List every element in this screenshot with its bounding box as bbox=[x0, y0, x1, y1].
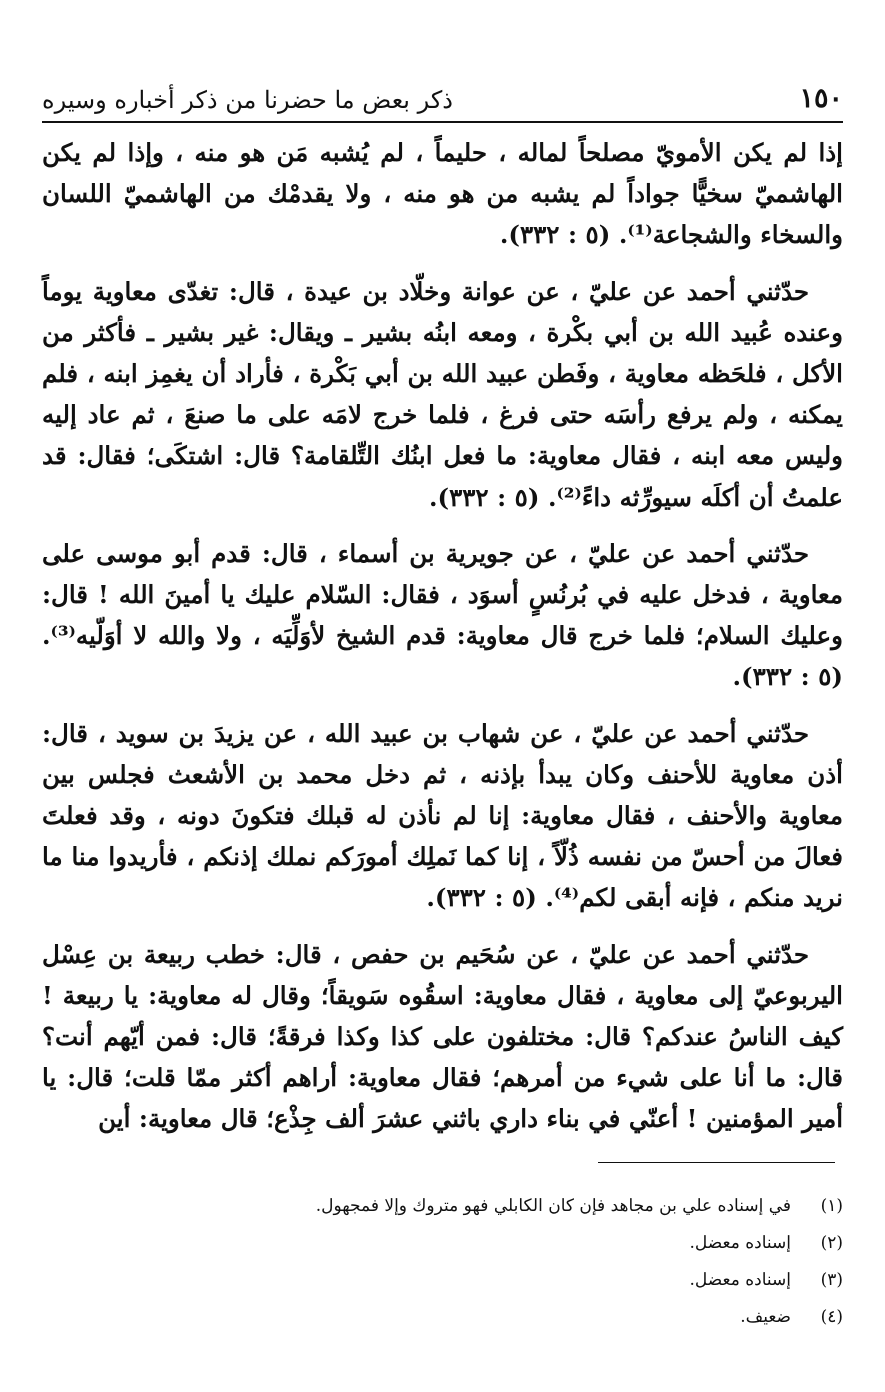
footnote-text: إسناده معضل. bbox=[689, 1270, 791, 1290]
header-divider bbox=[42, 121, 843, 123]
paragraph-3: حدّثني أحمد عن عليّ ، عن جويرية بن أسماء ، قال: قدم أبو موسى على معاوية ، فدخل عليه في بُرنُسٍ أسوَد ، فقال: السّلام عليك يا أمينَ الله ! قال: وعليك السلام؛ فلما خرج قال معاوية: قدم الشيخ لأوَلِّيَه ، ولا والله لا أوَلّيه⁽³⁾. (٥ : ٣٣٢). bbox=[42, 538, 843, 692]
paragraph-4: حدّثني أحمد عن عليّ ، عن شهاب بن عبيد الله ، عن يزيدَ بن سويد ، قال: أذن معاوية للأحنف وكان يبدأ بإذنه ، ثم دخل محمد بن الأشعث فجلس بين معاوية والأحنف ، فقال معاوية: إنا لم نأذن له قبلك فتكونَ دونه ، وقد فعلتَ فعالَ من أحسّ من نفسه ذُلّاً ، إنا كما نَملِك أمورَكم نملك إذنكم ، فأريدوا منا ما نريد منكم ، فإنه أبقى لكم⁽⁴⁾. (٥ : ٣٣٢). bbox=[42, 718, 843, 913]
footnote-marker: (١) bbox=[820, 1196, 843, 1216]
footnote-marker: (٣) bbox=[820, 1270, 843, 1290]
paragraph-2: حدّثني أحمد عن عليّ ، عن عوانة وخلّاد بن عيدة ، قال: تغدّى معاوية يوماً وعنده عُبيد الله بن أبي بكْرة ، ومعه ابنُه بشير ـ ويقال: غير بشير ـ فأكثر من الأكل ، فلحَظه معاوية ، وفَطن عبيد الله بن أبي بَكْرة ، فأراد أن يغمِز ابنه ، فلم يمكنه ، ولم يرفع رأسَه حتى فرغ ، فلما خرج لامَه على ما صنعَ ، ثم عاد إليه وليس معه ابنه ، فقال معاوية: ما فعل ابنُك التِّلقامة؟ قال: اشتكَى؛ فقال: قد علمتُ أن أكلَه سيورِّثه داءً⁽²⁾. (٥ : ٣٣٢). bbox=[42, 276, 843, 512]
footnote-marker: (٢) bbox=[820, 1233, 843, 1253]
footnote-text: ضعيف. bbox=[740, 1307, 791, 1327]
paragraph-5: حدّثني أحمد عن عليّ ، عن سُحَيم بن حفص ، قال: خطب ربيعة بن عِسْل اليربوعيّ إلى معاوية ، فقال معاوية: اسقُوه سَويقاً؛ وقال له معاوية: يا ربيعة ! كيف الناسُ عندكم؟ قال: مختلفون على كذا وكذا فرقةً؛ قال: فمن أيّهم أنت؟ قال: ما أنا على شيء من أمرهم؛ فقال معاوية: أراهم أكثر ممّا قلت؛ قال: يا أمير المؤمنين ! أعنّي في بناء داري باثني عشرَ ألف جِذْع؛ قال معاوية: أين bbox=[42, 939, 843, 1134]
footnote-4 bbox=[42, 1299, 843, 1336]
footnote-2 bbox=[42, 1225, 843, 1262]
footnote-text: إسناده معضل. bbox=[689, 1233, 791, 1253]
footnotes bbox=[42, 1188, 843, 1336]
page-header bbox=[42, 80, 843, 114]
footnote-text: في إسناده علي بن مجاهد فإن كان الكابلي فهو متروك وإلا فمجهول. bbox=[315, 1196, 791, 1216]
running-title: ذكر بعض ما حضرنا من ذكر أخباره وسيره bbox=[42, 86, 453, 114]
footnote-divider bbox=[598, 1162, 835, 1163]
page-number: ١٥٠ bbox=[799, 83, 843, 114]
footnote-1 bbox=[42, 1188, 843, 1225]
main-text bbox=[42, 132, 843, 1155]
paragraph-1: إذا لم يكن الأمويّ مصلحاً لماله ، حليماً ، لم يُشبه مَن هو منه ، وإذا لم يكن الهاشميّ سخيًّا جواداً لم يشبه من هو منه ، ولا يقدمْك من الهاشميّ اللسان والسخاء والشجاعة⁽¹⁾. (٥ : ٣٣٢). bbox=[42, 138, 843, 250]
footnote-3 bbox=[42, 1262, 843, 1299]
footnote-marker: (٤) bbox=[820, 1307, 843, 1327]
